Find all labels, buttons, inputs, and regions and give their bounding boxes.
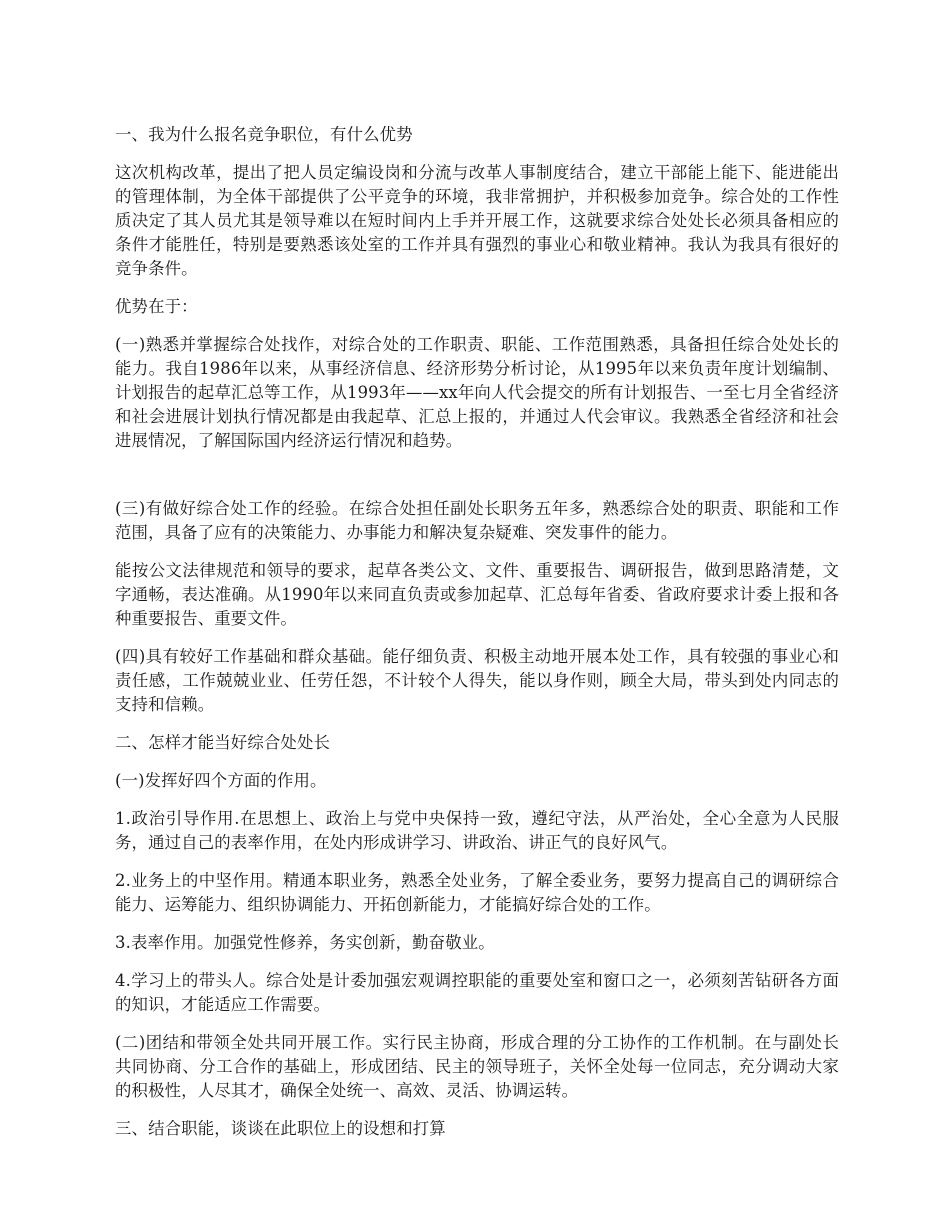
paragraph-advantage-four: (四)具有较好工作基础和群众基础。能仔细负责、积极主动地开展本处工作，具有较强的事业心和责任感，工作兢兢业业、任劳任怨，不计较个人得失，能以身作则，顾全大局，带头到处内同志的支持和信赖。 (115, 647, 839, 714)
heading-plans: 三、结合职能，谈谈在此职位上的设想和打算 (115, 1119, 446, 1138)
paragraph-reform-intro: 这次机构改革，提出了把人员定编设岗和分流与改革人事制度结合，建立干部能上能下、能进能出的管理体制，为全体干部提供了公平竞争的环境，我非常拥护，并积极参加竞争。综合处的工作性质决定了其人员尤其是领导难以在短时间内上手并开展工作，这就要求综合处处长必须具备相应的条件才能胜任，特别是要熟悉该处室的工作并具有强烈的事业心和敬业精神。我认为我具有很好的竞争条件。 (115, 163, 839, 278)
paragraph-role-example: 3.表率作用。加强党性修养，务实创新，勤奋敬业。 (115, 933, 495, 952)
heading-how-to-lead: 二、怎样才能当好综合处处长 (115, 733, 331, 752)
paragraph-advantages-label: 优势在于： (115, 297, 198, 316)
document-body (115, 123, 839, 1155)
paragraph-role-political: 1.政治引导作用.在思想上、政治上与党中央保持一致，遵纪守法，从严治处，全心全意为人民服务，通过自己的表率作用，在处内形成讲学习、讲政治、讲正气的良好风气。 (115, 809, 839, 852)
blank-gap (115, 467, 839, 497)
paragraph-advantage-three: (三)有做好综合处工作的经验。在综合处担任副处长职务五年多，熟悉综合处的职责、职能和工作范围，具备了应有的决策能力、办事能力和解决复杂疑难、突发事件的能力。 (115, 499, 839, 542)
paragraph-role-learning: 4.学习上的带头人。综合处是计委加强宏观调控职能的重要处室和窗口之一，必须刻苦钻研各方面的知识，才能适应工作需要。 (115, 971, 839, 1014)
paragraph-four-roles: (一)发挥好四个方面的作用。 (115, 771, 327, 790)
paragraph-drafting-ability: 能按公文法律规范和领导的要求，起草各类公文、文件、重要报告、调研报告，做到思路清楚，文字通畅，表达准确。从1990年以来同直负责或参加起草、汇总每年省委、省政府要求计委上报和各种重要报告、重要文件。 (115, 561, 839, 628)
heading-why-compete: 一、我为什么报名竞争职位，有什么优势 (115, 125, 413, 144)
paragraph-unite-team: (二)团结和带领全处共同开展工作。实行民主协商，形成合理的分工协作的工作机制。在与副处长共同协商、分工合作的基础上，形成团结、民主的领导班子，关怀全处每一位同志，充分调动大家的积极性，人尽其才，确保全处统一、高效、灵活、协调运转。 (115, 1033, 839, 1100)
paragraph-advantage-one: (一)熟悉并掌握综合处找作，对综合处的工作职责、职能、工作范围熟悉，具备担任综合处处长的能力。我自1986年以来，从事经济信息、经济形势分析讨论，从1995年以来负责年度计划编制、计划报告的起草汇总等工作，从1993年——xx年向人代会提交的所有计划报告、一至七月全省经济和社会进展计划执行情况都是由我起草、汇总上报的，并通过人代会审议。我熟悉全省经济和社会进展情况，了解国际国内经济运行情况和趋势。 (115, 335, 839, 450)
paragraph-role-business: 2.业务上的中坚作用。精通本职业务，熟悉全处业务，了解全委业务，要努力提高自己的调研综合能力、运筹能力、组织协调能力、开拓创新能力，才能搞好综合处的工作。 (115, 871, 839, 914)
